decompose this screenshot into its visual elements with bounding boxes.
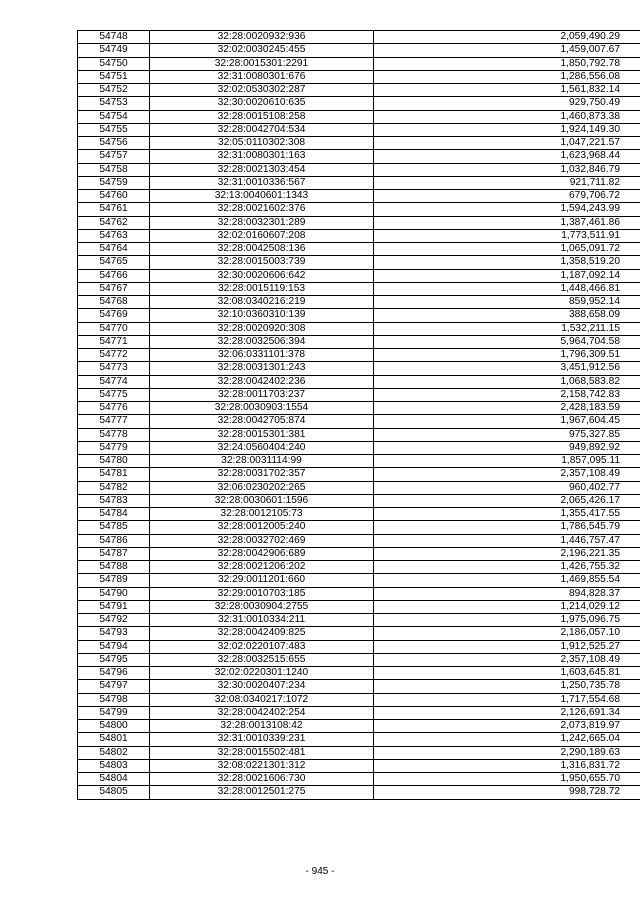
- cadastral-number-cell: 32:28:0042402:254: [150, 706, 374, 719]
- table-row: [78, 322, 640, 335]
- amount-cell: 1,967,604.45: [374, 415, 640, 428]
- amount-cell: 1,286,556.08: [374, 70, 640, 83]
- table-row: [78, 720, 640, 733]
- row-number-cell: 54768: [78, 296, 150, 309]
- cadastral-number-cell: 32:28:0015502:481: [150, 746, 374, 759]
- amount-cell: 1,242,665.04: [374, 733, 640, 746]
- row-number-cell: 54759: [78, 176, 150, 189]
- amount-cell: 1,773,511.91: [374, 229, 640, 242]
- amount-cell: 2,158,742.83: [374, 388, 640, 401]
- table-row: [78, 375, 640, 388]
- amount-cell: 1,561,832.14: [374, 84, 640, 97]
- table-row: [78, 600, 640, 613]
- cadastral-number-cell: 32:05:0110302:308: [150, 137, 374, 150]
- table-row: [78, 349, 640, 362]
- cadastral-number-cell: 32:28:0042409:825: [150, 627, 374, 640]
- table-row: [78, 574, 640, 587]
- cadastral-number-cell: 32:28:0032515:655: [150, 653, 374, 666]
- amount-cell: 2,357,108.49: [374, 468, 640, 481]
- cadastral-number-cell: 32:28:0012105:73: [150, 508, 374, 521]
- amount-cell: 1,786,545.79: [374, 521, 640, 534]
- row-number-cell: 54755: [78, 123, 150, 136]
- cadastral-number-cell: 32:28:0021602:376: [150, 203, 374, 216]
- table-row: [78, 243, 640, 256]
- amount-cell: 1,532,211.15: [374, 322, 640, 335]
- amount-cell: 1,796,309.51: [374, 349, 640, 362]
- amount-cell: 2,186,057.10: [374, 627, 640, 640]
- cadastral-number-cell: 32:28:0042705:874: [150, 415, 374, 428]
- row-number-cell: 54753: [78, 97, 150, 110]
- table-row: [78, 441, 640, 454]
- row-number-cell: 54750: [78, 57, 150, 70]
- amount-cell: 921,711.82: [374, 176, 640, 189]
- row-number-cell: 54778: [78, 428, 150, 441]
- amount-cell: 859,952.14: [374, 296, 640, 309]
- cadastral-number-cell: 32:08:0340216:219: [150, 296, 374, 309]
- row-number-cell: 54752: [78, 84, 150, 97]
- amount-cell: 1,469,855.54: [374, 574, 640, 587]
- row-number-cell: 54795: [78, 653, 150, 666]
- cadastral-number-cell: 32:02:0220107:483: [150, 640, 374, 653]
- cadastral-number-cell: 32:28:0015119:153: [150, 282, 374, 295]
- table-row: [78, 746, 640, 759]
- table-row: [78, 693, 640, 706]
- table-row: [78, 627, 640, 640]
- table-row: [78, 706, 640, 719]
- row-number-cell: 54748: [78, 31, 150, 44]
- row-number-cell: 54790: [78, 587, 150, 600]
- table-row: [78, 70, 640, 83]
- table-row: [78, 667, 640, 680]
- row-number-cell: 54787: [78, 547, 150, 560]
- cadastral-number-cell: 32:28:0042402:236: [150, 375, 374, 388]
- row-number-cell: 54783: [78, 494, 150, 507]
- cadastral-number-cell: 32:28:0015003:739: [150, 256, 374, 269]
- amount-cell: 1,950,655.70: [374, 773, 640, 786]
- amount-cell: 1,214,029.12: [374, 600, 640, 613]
- cadastral-number-cell: 32:28:0011703:237: [150, 388, 374, 401]
- amount-cell: 2,290,189.63: [374, 746, 640, 759]
- table-row: [78, 733, 640, 746]
- cadastral-number-cell: 32:29:0011201:660: [150, 574, 374, 587]
- table-row: [78, 150, 640, 163]
- table-row: [78, 216, 640, 229]
- row-number-cell: 54757: [78, 150, 150, 163]
- row-number-cell: 54802: [78, 746, 150, 759]
- row-number-cell: 54805: [78, 786, 150, 799]
- table-row: [78, 428, 640, 441]
- amount-cell: 1,316,831.72: [374, 759, 640, 772]
- table-row: [78, 137, 640, 150]
- row-number-cell: 54749: [78, 44, 150, 57]
- cadastral-number-cell: 32:28:0015301:381: [150, 428, 374, 441]
- amount-cell: 1,924,149.30: [374, 123, 640, 136]
- amount-cell: 388,658.09: [374, 309, 640, 322]
- row-number-cell: 54777: [78, 415, 150, 428]
- amount-cell: 2,196,221.35: [374, 547, 640, 560]
- cadastral-number-cell: 32:31:0080301:163: [150, 150, 374, 163]
- cadastral-number-cell: 32:31:0010334:211: [150, 614, 374, 627]
- table-body: [78, 31, 640, 800]
- table-row: [78, 680, 640, 693]
- cadastral-number-cell: 32:28:0031702:357: [150, 468, 374, 481]
- row-number-cell: 54775: [78, 388, 150, 401]
- table-row: [78, 44, 640, 57]
- table-row: [78, 614, 640, 627]
- amount-cell: 2,126,691.34: [374, 706, 640, 719]
- table-row: [78, 190, 640, 203]
- cadastral-number-cell: 32:28:0032301:289: [150, 216, 374, 229]
- amount-cell: 1,358,519.20: [374, 256, 640, 269]
- table-row: [78, 547, 640, 560]
- amount-cell: 1,387,461.86: [374, 216, 640, 229]
- table-row: [78, 759, 640, 772]
- table-row: [78, 402, 640, 415]
- cadastral-number-cell: 32:28:0020932:936: [150, 31, 374, 44]
- amount-cell: 975,327.85: [374, 428, 640, 441]
- amount-cell: 2,357,108.49: [374, 653, 640, 666]
- amount-cell: 1,717,554.68: [374, 693, 640, 706]
- table-row: [78, 415, 640, 428]
- table-row: [78, 110, 640, 123]
- amount-cell: 1,032,846.79: [374, 163, 640, 176]
- amount-cell: 1,912,525.27: [374, 640, 640, 653]
- cadastral-number-cell: 32:28:0012005:240: [150, 521, 374, 534]
- amount-cell: 1,603,645.81: [374, 667, 640, 680]
- amount-cell: 1,068,583.82: [374, 375, 640, 388]
- amount-cell: 3,451,912.56: [374, 362, 640, 375]
- row-number-cell: 54774: [78, 375, 150, 388]
- cadastral-number-cell: 32:30:0020606:642: [150, 269, 374, 282]
- table-row: [78, 640, 640, 653]
- row-number-cell: 54763: [78, 229, 150, 242]
- amount-cell: 2,065,426.17: [374, 494, 640, 507]
- table-row: [78, 97, 640, 110]
- table-row: [78, 163, 640, 176]
- amount-cell: 1,355,417.55: [374, 508, 640, 521]
- cadastral-number-cell: 32:30:0020407:234: [150, 680, 374, 693]
- table-row: [78, 455, 640, 468]
- row-number-cell: 54776: [78, 402, 150, 415]
- row-number-cell: 54803: [78, 759, 150, 772]
- row-number-cell: 54756: [78, 137, 150, 150]
- amount-cell: 1,426,755.32: [374, 561, 640, 574]
- amount-cell: 1,446,757.47: [374, 534, 640, 547]
- table-row: [78, 362, 640, 375]
- row-number-cell: 54785: [78, 521, 150, 534]
- row-number-cell: 54771: [78, 335, 150, 348]
- table-row: [78, 773, 640, 786]
- cadastral-number-cell: 32:30:0020610:635: [150, 97, 374, 110]
- table-row: [78, 309, 640, 322]
- row-number-cell: 54780: [78, 455, 150, 468]
- cadastral-number-cell: 32:28:0015108:258: [150, 110, 374, 123]
- row-number-cell: 54766: [78, 269, 150, 282]
- page-number: - 945 -: [305, 866, 335, 877]
- table-row: [78, 388, 640, 401]
- amount-cell: 1,594,243.99: [374, 203, 640, 216]
- amount-cell: 1,857,095.11: [374, 455, 640, 468]
- row-number-cell: 54799: [78, 706, 150, 719]
- amount-cell: 1,065,091.72: [374, 243, 640, 256]
- table-row: [78, 534, 640, 547]
- cadastral-number-cell: 32:28:0032702:469: [150, 534, 374, 547]
- row-number-cell: 54769: [78, 309, 150, 322]
- row-number-cell: 54794: [78, 640, 150, 653]
- row-number-cell: 54782: [78, 481, 150, 494]
- row-number-cell: 54800: [78, 720, 150, 733]
- row-number-cell: 54798: [78, 693, 150, 706]
- cadastral-number-cell: 32:24:0560404:240: [150, 441, 374, 454]
- row-number-cell: 54754: [78, 110, 150, 123]
- table-row: [78, 587, 640, 600]
- cadastral-number-cell: 32:28:0021303:454: [150, 163, 374, 176]
- amount-cell: 1,047,221.57: [374, 137, 640, 150]
- table-row: [78, 521, 640, 534]
- amount-cell: 929,750.49: [374, 97, 640, 110]
- cadastral-number-cell: 32:28:0032506:394: [150, 335, 374, 348]
- row-number-cell: 54770: [78, 322, 150, 335]
- cadastral-number-cell: 32:28:0030903:1554: [150, 402, 374, 415]
- cadastral-number-cell: 32:06:0331101:378: [150, 349, 374, 362]
- row-number-cell: 54796: [78, 667, 150, 680]
- cadastral-number-cell: 32:08:0221301:312: [150, 759, 374, 772]
- amount-cell: 1,623,968.44: [374, 150, 640, 163]
- table-row: [78, 31, 640, 44]
- row-number-cell: 54764: [78, 243, 150, 256]
- row-number-cell: 54793: [78, 627, 150, 640]
- amount-cell: 2,059,490.29: [374, 31, 640, 44]
- cadastral-number-cell: 32:13:0040601:1343: [150, 190, 374, 203]
- amount-cell: 998,728.72: [374, 786, 640, 799]
- table-row: [78, 123, 640, 136]
- row-number-cell: 54789: [78, 574, 150, 587]
- amount-cell: 949,892.92: [374, 441, 640, 454]
- data-table: [77, 30, 640, 800]
- row-number-cell: 54758: [78, 163, 150, 176]
- amount-cell: 894,828.37: [374, 587, 640, 600]
- table-row: [78, 282, 640, 295]
- cadastral-number-cell: 32:28:0021606:730: [150, 773, 374, 786]
- table-row: [78, 508, 640, 521]
- amount-cell: 2,428,183.59: [374, 402, 640, 415]
- table-row: [78, 468, 640, 481]
- amount-cell: 1,187,092.14: [374, 269, 640, 282]
- cadastral-number-cell: 32:28:0042704:534: [150, 123, 374, 136]
- amount-cell: 5,964,704.58: [374, 335, 640, 348]
- cadastral-number-cell: 32:28:0031114:99: [150, 455, 374, 468]
- cadastral-number-cell: 32:28:0030904:2755: [150, 600, 374, 613]
- row-number-cell: 54786: [78, 534, 150, 547]
- cadastral-number-cell: 32:28:0042906:689: [150, 547, 374, 560]
- row-number-cell: 54760: [78, 190, 150, 203]
- table-row: [78, 57, 640, 70]
- cadastral-number-cell: 32:31:0010336:567: [150, 176, 374, 189]
- cadastral-number-cell: 32:02:0530302:287: [150, 84, 374, 97]
- cadastral-number-cell: 32:02:0220301:1240: [150, 667, 374, 680]
- row-number-cell: 54779: [78, 441, 150, 454]
- row-number-cell: 54761: [78, 203, 150, 216]
- table-row: [78, 296, 640, 309]
- table-row: [78, 176, 640, 189]
- row-number-cell: 54788: [78, 561, 150, 574]
- table-row: [78, 269, 640, 282]
- cadastral-number-cell: 32:06:0230202:265: [150, 481, 374, 494]
- amount-cell: 1,459,007.67: [374, 44, 640, 57]
- cadastral-number-cell: 32:28:0015301:2291: [150, 57, 374, 70]
- amount-cell: 1,448,466.81: [374, 282, 640, 295]
- cadastral-number-cell: 32:29:0010703:185: [150, 587, 374, 600]
- row-number-cell: 54772: [78, 349, 150, 362]
- amount-cell: 679,706.72: [374, 190, 640, 203]
- cadastral-number-cell: 32:28:0021206:202: [150, 561, 374, 574]
- row-number-cell: 54804: [78, 773, 150, 786]
- cadastral-number-cell: 32:31:0080301:676: [150, 70, 374, 83]
- table-row: [78, 481, 640, 494]
- amount-cell: 1,975,096.75: [374, 614, 640, 627]
- row-number-cell: 54797: [78, 680, 150, 693]
- cadastral-number-cell: 32:02:0030245:455: [150, 44, 374, 57]
- cadastral-number-cell: 32:28:0030601:1596: [150, 494, 374, 507]
- table-row: [78, 203, 640, 216]
- cadastral-number-cell: 32:08:0340217:1072: [150, 693, 374, 706]
- table-row: [78, 494, 640, 507]
- cadastral-number-cell: 32:10:0360310:139: [150, 309, 374, 322]
- amount-cell: 1,460,873.38: [374, 110, 640, 123]
- row-number-cell: 54781: [78, 468, 150, 481]
- row-number-cell: 54762: [78, 216, 150, 229]
- table-row: [78, 84, 640, 97]
- cadastral-number-cell: 32:28:0031301:243: [150, 362, 374, 375]
- row-number-cell: 54773: [78, 362, 150, 375]
- cadastral-number-cell: 32:28:0042508:136: [150, 243, 374, 256]
- amount-cell: 1,250,735.78: [374, 680, 640, 693]
- row-number-cell: 54791: [78, 600, 150, 613]
- row-number-cell: 54784: [78, 508, 150, 521]
- table-row: [78, 561, 640, 574]
- row-number-cell: 54801: [78, 733, 150, 746]
- cadastral-number-cell: 32:28:0012501:275: [150, 786, 374, 799]
- row-number-cell: 54751: [78, 70, 150, 83]
- table-row: [78, 229, 640, 242]
- table-row: [78, 335, 640, 348]
- table-row: [78, 786, 640, 799]
- cadastral-number-cell: 32:28:0020920:308: [150, 322, 374, 335]
- table-row: [78, 653, 640, 666]
- table-row: [78, 256, 640, 269]
- amount-cell: 2,073,819.97: [374, 720, 640, 733]
- amount-cell: 960,402.77: [374, 481, 640, 494]
- amount-cell: 1,850,792.78: [374, 57, 640, 70]
- row-number-cell: 54792: [78, 614, 150, 627]
- cadastral-number-cell: 32:28:0013108:42: [150, 720, 374, 733]
- row-number-cell: 54767: [78, 282, 150, 295]
- row-number-cell: 54765: [78, 256, 150, 269]
- cadastral-number-cell: 32:02:0160607:208: [150, 229, 374, 242]
- cadastral-number-cell: 32:31:0010339:231: [150, 733, 374, 746]
